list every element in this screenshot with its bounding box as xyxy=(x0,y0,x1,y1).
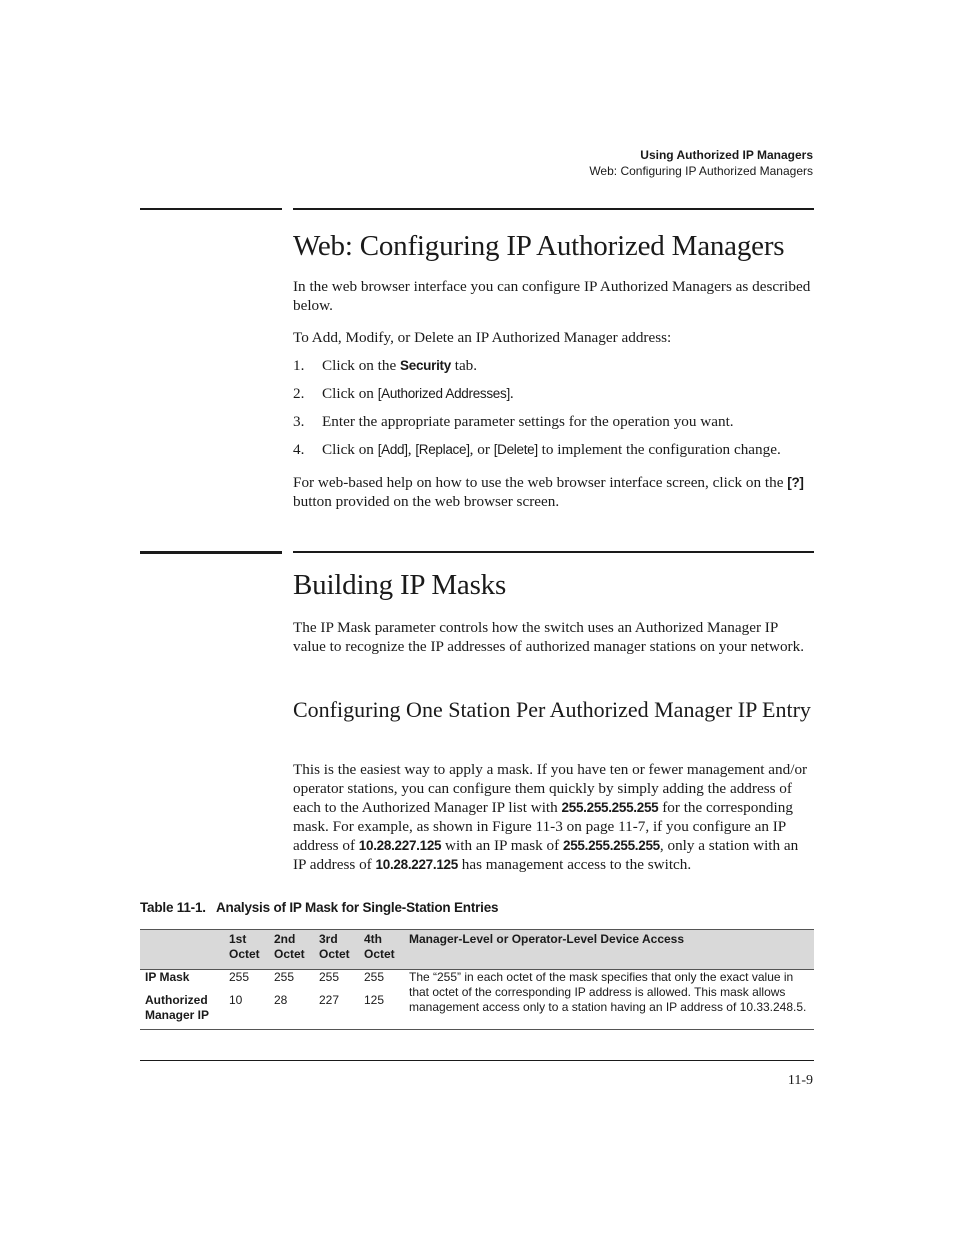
section-rule-right xyxy=(293,208,814,210)
footer-rule xyxy=(140,1060,814,1061)
section1-intro: In the web browser interface you can configure IP Authorized Managers as described below. xyxy=(293,278,811,314)
table-cell: 255 xyxy=(229,970,250,984)
table-header xyxy=(140,929,814,970)
header-octet-1: 1st Octet xyxy=(229,932,260,961)
table-bottom-rule xyxy=(140,1029,814,1030)
table-cell: 255 xyxy=(319,970,340,984)
table-caption: Table 11-1. Analysis of IP Mask for Single-Station Entries xyxy=(140,900,499,915)
subsection-body: This is the easiest way to apply a mask. If you have ten or fewer management and/or operator stations, you can configure them quickly by simply adding the address of each to the Authorized Manager IP list with 255.255.255.255 for the corresponding mask. For example, as shown in Figure 11-3 on page 11-7, if you configure an IP address of 10.28.227.125 with an IP mask of 255.255.255.255, only a station with an IP address of 10.28.227.125 has management access to the switch. xyxy=(293,761,808,873)
table-cell: 255 xyxy=(274,970,295,984)
header-octet-3: 3rd Octet xyxy=(319,932,350,961)
authorized-addresses-ref: [Authorized Addresses] xyxy=(377,386,510,401)
security-tab-ref: Security xyxy=(400,358,451,373)
section-title-ip-masks: Building IP Masks xyxy=(293,569,507,601)
row-label-ip-mask: IP Mask xyxy=(145,970,190,984)
section1-lead: To Add, Modify, or Delete an IP Authorized Manager address: xyxy=(293,329,672,346)
section-rule-left xyxy=(140,551,282,554)
table-cell: 28 xyxy=(274,993,288,1007)
section2-intro: The IP Mask parameter controls how the switch uses an Authorized Manager IP value to recognize the IP addresses of authorized manager stations on your network. xyxy=(293,619,805,655)
page-number: 11-9 xyxy=(787,1073,813,1088)
section-rule-left xyxy=(140,208,282,210)
header-description: Manager-Level or Operator-Level Device Access xyxy=(409,932,685,946)
section-title-web-config: Web: Configuring IP Authorized Managers xyxy=(293,230,785,262)
help-button-ref: [?] xyxy=(787,475,804,490)
table-cell: 125 xyxy=(364,993,385,1007)
header-octet-2: 2nd Octet xyxy=(274,932,305,961)
table-cell: 255 xyxy=(364,970,385,984)
section-rule-right xyxy=(293,551,814,553)
running-head-section: Web: Configuring IP Authorized Managers xyxy=(589,164,813,178)
table-description: The “255” in each octet of the mask specifies that only the exact value in that octet of the corresponding IP address is allowed. This mask allows management access only to a station having an IP address of 10.33.248.5. xyxy=(409,970,807,1014)
section1-help: For web-based help on how to use the web browser interface screen, click on the [?] button provided on the web browser screen. xyxy=(293,474,804,510)
header-octet-4: 4th Octet xyxy=(364,932,395,961)
subsection-title: Configuring One Station Per Authorized Manager IP Entry xyxy=(293,697,811,722)
running-head xyxy=(589,147,813,179)
table-cell: 10 xyxy=(229,993,243,1007)
running-head-chapter: Using Authorized IP Managers xyxy=(640,148,813,162)
table-cell: 227 xyxy=(319,993,340,1007)
row-label-authorized-manager-ip: Authorized Manager IP xyxy=(145,993,210,1022)
